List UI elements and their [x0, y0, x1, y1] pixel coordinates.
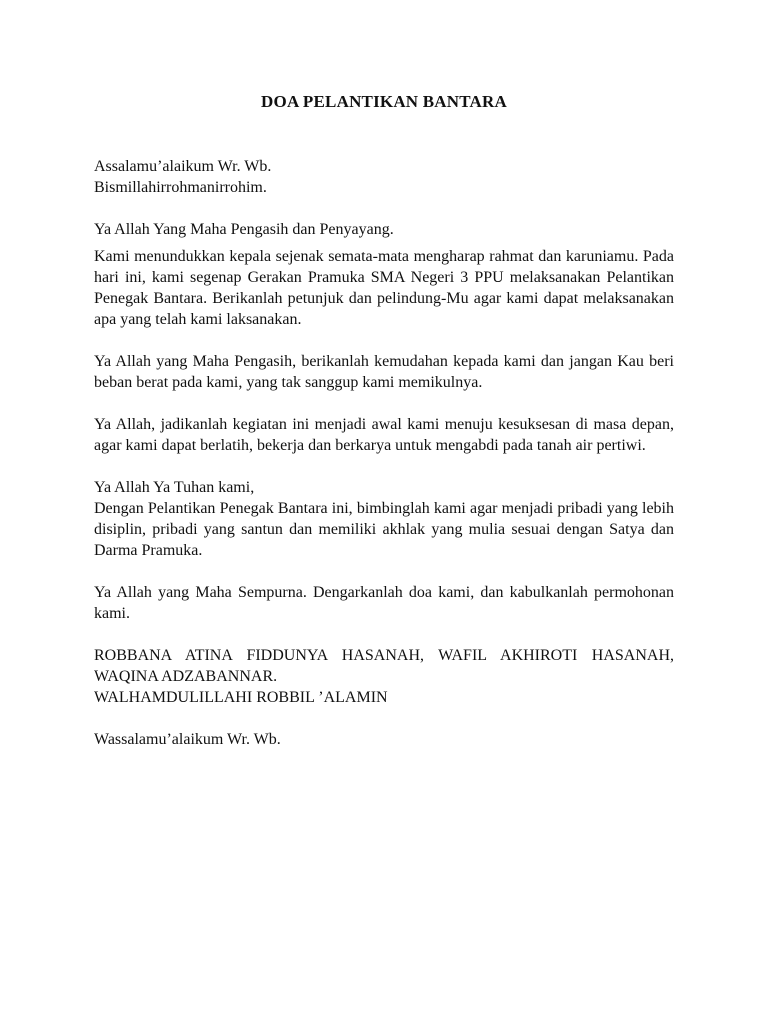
paragraph-4-intro: Ya Allah Ya Tuhan kami, — [94, 479, 255, 496]
paragraph-4: Dengan Pelantikan Penegak Bantara ini, bimbinglah kami agar menjadi pribadi yang lebih disiplin, pribadi yang santun dan memiliki akhlak yang mulia sesuai dengan Satya dan Darma Pramuka. — [94, 500, 674, 559]
paragraph-2: Ya Allah yang Maha Pengasih, berikanlah kemudahan kepada kami dan jangan Kau beri beban berat pada kami, yang tak sanggup kami memikulnya. — [94, 353, 674, 391]
farewell: Wassalamu’alaikum Wr. Wb. — [94, 731, 281, 748]
paragraph-spacer — [94, 198, 674, 219]
paragraph-spacer — [94, 624, 674, 645]
document-title: DOA PELANTIKAN BANTARA — [261, 92, 507, 111]
paragraph-spacer — [94, 330, 674, 351]
paragraph-spacer — [94, 456, 674, 477]
paragraph-spacer — [94, 561, 674, 582]
closing-prayer: ROBBANA ATINA FIDDUNYA HASANAH, WAFIL AKHIROTI HASANAH, WAQINA ADZABANNAR. — [94, 647, 674, 685]
paragraph-spacer — [94, 708, 674, 729]
paragraph-3: Ya Allah, jadikanlah kegiatan ini menjadi awal kami menuju kesuksesan di masa depan, agar kami dapat berlatih, bekerja dan berkarya untuk mengabdi pada tanah air pertiwi. — [94, 416, 674, 454]
basmalah: Bismillahirrohmanirrohim. — [94, 179, 267, 196]
paragraph-1: Kami menundukkan kepala sejenak semata-mata mengharap rahmat dan karuniamu. Pada hari ini, kami segenap Gerakan Pramuka SMA Negeri 3 PPU melaksanakan Pelantikan Penegak Bantara. Berikanlah petunjuk dan pelindung-Mu agar kami dapat melaksanakan apa yang telah kami laksanakan. — [94, 248, 674, 328]
paragraph-5: Ya Allah yang Maha Sempurna. Dengarkanlah doa kami, dan kabulkanlah permohonan kami. — [94, 584, 674, 622]
invocation: Ya Allah Yang Maha Pengasih dan Penyayang. — [94, 221, 394, 238]
document-body — [94, 156, 674, 750]
paragraph-spacer — [94, 393, 674, 414]
hamdalah: WALHAMDULILLAHI ROBBIL ’ALAMIN — [94, 689, 388, 706]
greeting: Assalamu’alaikum Wr. Wb. — [94, 158, 272, 175]
